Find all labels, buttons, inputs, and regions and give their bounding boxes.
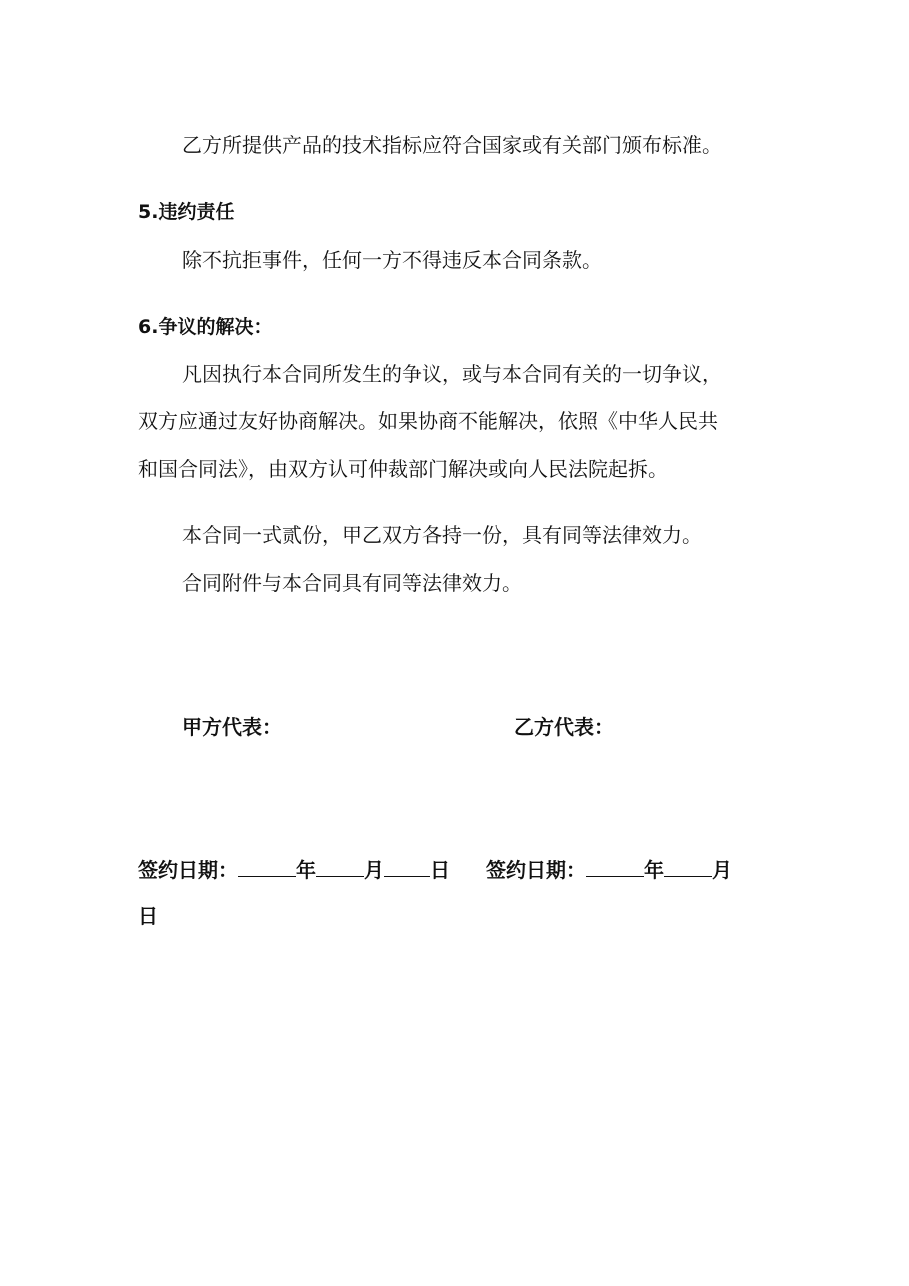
party-a-year-label: 年 xyxy=(296,858,316,882)
party-b-year-blank xyxy=(586,854,644,877)
signing-date-row xyxy=(138,854,778,884)
closing-attachments-paragraph: 合同附件与本合同具有同等法律效力。 xyxy=(182,571,522,595)
party-b-day-label: 日 xyxy=(138,904,158,928)
closing-copies-paragraph: 本合同一式贰份，甲乙双方各持一份，具有同等法律效力。 xyxy=(182,523,702,547)
party-b-month-label: 月 xyxy=(712,858,732,882)
party-b-month-blank xyxy=(664,854,712,877)
section-6-body-line-1: 凡因执行本合同所发生的争议，或与本合同有关的一切争议， xyxy=(182,362,722,386)
party-a-day-blank xyxy=(384,854,430,877)
quality-standard-paragraph: 乙方所提供产品的技术指标应符合国家或有关部门颁布标准。 xyxy=(182,133,722,157)
party-b-year-label: 年 xyxy=(644,858,664,882)
party-a-representative-label: 甲方代表： xyxy=(182,715,282,739)
party-a-year-blank xyxy=(238,854,296,877)
party-b-date-label: 签约日期： xyxy=(486,858,586,882)
section-6-body-line-2: 双方应通过友好协商解决。如果协商不能解决，依照《中华人民共 xyxy=(138,409,718,433)
section-5-body: 除不抗拒事件，任何一方不得违反本合同条款。 xyxy=(182,248,602,272)
party-a-day-label: 日 xyxy=(430,858,450,882)
party-a-month-blank xyxy=(316,854,364,877)
party-a-date-label: 签约日期： xyxy=(138,858,238,882)
party-b-representative-label: 乙方代表： xyxy=(514,715,614,739)
party-a-month-label: 月 xyxy=(364,858,384,882)
section-5-heading: 5.违约责任 xyxy=(138,201,235,223)
section-6-body-line-3: 和国合同法》，由双方认可仲裁部门解决或向人民法院起拆。 xyxy=(138,457,668,481)
section-6-heading: 6.争议的解决： xyxy=(138,316,273,338)
